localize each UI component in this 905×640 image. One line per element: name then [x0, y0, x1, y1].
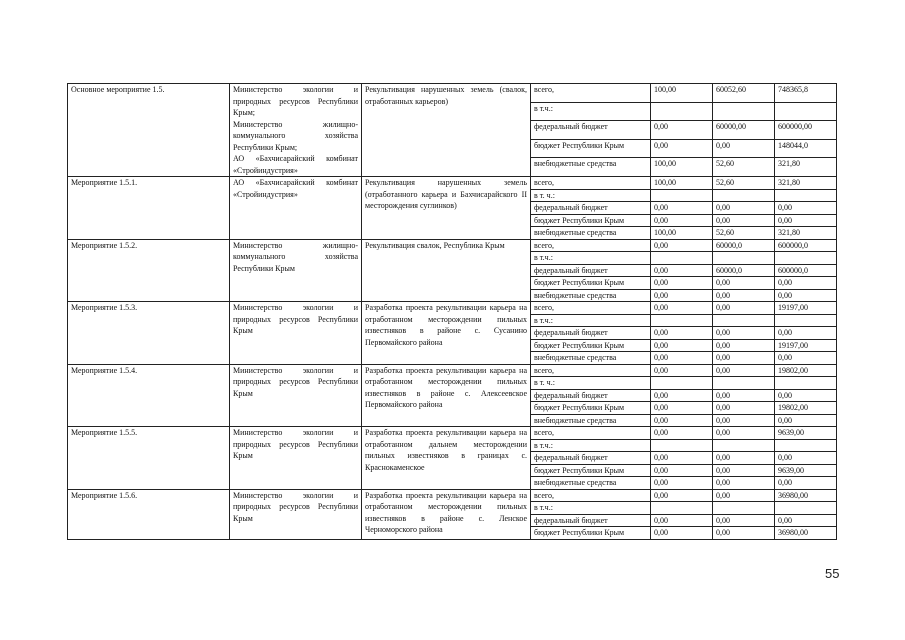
- funding-source-cell: бюджет Республики Крым: [531, 277, 651, 290]
- funding-value-1: 0,00: [651, 477, 713, 490]
- event-row: [68, 489, 837, 502]
- event-title-cell: Мероприятие 1.5.2.: [68, 239, 230, 302]
- funding-value-3: 36980,00: [775, 489, 837, 502]
- funding-value-2: 60000,0: [713, 239, 775, 252]
- executors-cell: АО «Бахчисарайский комбинат «Стройиндустрия»: [230, 177, 362, 240]
- funding-value-1: 0,00: [651, 139, 713, 158]
- funding-value-3: [775, 102, 837, 121]
- funding-value-3: 0,00: [775, 414, 837, 427]
- funding-value-2: 0,00: [713, 352, 775, 365]
- funding-value-1: 0,00: [651, 514, 713, 527]
- executors-cell: Министерство экологии и природных ресурсов Республики Крым: [230, 489, 362, 539]
- funding-source-cell: федеральный бюджет: [531, 389, 651, 402]
- funding-value-2: 60052,60: [713, 84, 775, 103]
- funding-value-2: 0,00: [713, 339, 775, 352]
- funding-value-2: 60000,00: [713, 121, 775, 140]
- funding-value-2: 52,60: [713, 158, 775, 177]
- funding-value-3: [775, 314, 837, 327]
- executors-cell: Министерство экологии и природных ресурсов Республики Крым; Министерство жилищно-коммунального хозяйства Республики Крым; АО «Бахчисарайский комбинат «Стройиндустрия»: [230, 84, 362, 177]
- event-title-cell: Мероприятие 1.5.3.: [68, 302, 230, 365]
- funding-source-cell: в т. ч.:: [531, 189, 651, 202]
- event-row: [68, 302, 837, 315]
- funding-source-cell: в т. ч.:: [531, 377, 651, 390]
- funding-value-1: [651, 314, 713, 327]
- funding-value-2: 52,60: [713, 177, 775, 190]
- funding-value-1: 0,00: [651, 302, 713, 315]
- funding-value-2: 0,00: [713, 214, 775, 227]
- funding-value-2: 0,00: [713, 289, 775, 302]
- funding-value-3: 19802,00: [775, 402, 837, 415]
- event-row: [68, 177, 837, 190]
- funding-value-3: 9639,00: [775, 427, 837, 440]
- funding-value-3: 19802,00: [775, 364, 837, 377]
- funding-value-2: 0,00: [713, 327, 775, 340]
- funding-source-cell: всего,: [531, 489, 651, 502]
- funding-value-3: 0,00: [775, 514, 837, 527]
- event-row: [68, 84, 837, 103]
- funding-source-cell: федеральный бюджет: [531, 327, 651, 340]
- funding-value-3: 0,00: [775, 477, 837, 490]
- funding-source-cell: федеральный бюджет: [531, 264, 651, 277]
- funding-value-1: 0,00: [651, 464, 713, 477]
- funding-value-3: 0,00: [775, 352, 837, 365]
- event-row: [68, 364, 837, 377]
- event-row: [68, 239, 837, 252]
- event-name-cell: Разработка проекта рекультивации карьера на отработанном месторождении пильных известняков в районе с. Алексеевское Первомайского района: [362, 364, 531, 427]
- event-title-cell: Мероприятие 1.5.6.: [68, 489, 230, 539]
- funding-value-2: [713, 102, 775, 121]
- funding-source-cell: внебюджетные средства: [531, 158, 651, 177]
- funding-source-cell: бюджет Республики Крым: [531, 339, 651, 352]
- funding-value-2: 0,00: [713, 389, 775, 402]
- event-name-cell: Рекультивация свалок, Республика Крым: [362, 239, 531, 302]
- funding-value-3: 0,00: [775, 289, 837, 302]
- funding-source-cell: внебюджетные средства: [531, 414, 651, 427]
- funding-source-cell: федеральный бюджет: [531, 202, 651, 215]
- funding-value-3: 600000,0: [775, 264, 837, 277]
- funding-value-3: 9639,00: [775, 464, 837, 477]
- funding-value-2: [713, 502, 775, 515]
- funding-value-1: 0,00: [651, 327, 713, 340]
- funding-value-1: 0,00: [651, 389, 713, 402]
- event-name-cell: Рекультивация нарушенных земель (отработанного карьера и Бахчисарайского II месторождения суглинков): [362, 177, 531, 240]
- funding-value-1: 0,00: [651, 264, 713, 277]
- funding-value-1: 0,00: [651, 489, 713, 502]
- event-name-cell: Разработка проекта рекультивации карьера на отработанном месторождении пильных известняков в районе с. Ленское Черноморского района: [362, 489, 531, 539]
- funding-value-1: 100,00: [651, 227, 713, 240]
- event-title-cell: Мероприятие 1.5.1.: [68, 177, 230, 240]
- funding-value-3: 0,00: [775, 214, 837, 227]
- funding-value-2: 0,00: [713, 514, 775, 527]
- funding-source-cell: бюджет Республики Крым: [531, 402, 651, 415]
- funding-value-1: [651, 439, 713, 452]
- funding-source-cell: федеральный бюджет: [531, 452, 651, 465]
- funding-value-3: 600000,0: [775, 239, 837, 252]
- funding-source-cell: в т.ч.:: [531, 252, 651, 265]
- page-number: 55: [825, 566, 840, 581]
- funding-value-2: 0,00: [713, 464, 775, 477]
- funding-value-2: [713, 189, 775, 202]
- funding-value-2: 0,00: [713, 527, 775, 540]
- funding-value-2: 0,00: [713, 427, 775, 440]
- funding-value-1: 0,00: [651, 289, 713, 302]
- funding-value-2: [713, 252, 775, 265]
- funding-value-3: 748365,8: [775, 84, 837, 103]
- funding-value-1: 100,00: [651, 84, 713, 103]
- funding-value-1: 0,00: [651, 202, 713, 215]
- funding-value-2: 0,00: [713, 302, 775, 315]
- funding-value-1: 0,00: [651, 121, 713, 140]
- funding-source-cell: бюджет Республики Крым: [531, 139, 651, 158]
- funding-source-cell: федеральный бюджет: [531, 121, 651, 140]
- funding-value-3: 0,00: [775, 327, 837, 340]
- funding-value-3: [775, 252, 837, 265]
- funding-source-cell: в т.ч.:: [531, 439, 651, 452]
- funding-value-3: [775, 502, 837, 515]
- funding-value-2: 0,00: [713, 477, 775, 490]
- funding-value-2: 0,00: [713, 402, 775, 415]
- funding-value-1: 0,00: [651, 402, 713, 415]
- funding-value-3: 321,80: [775, 227, 837, 240]
- funding-value-3: 321,80: [775, 158, 837, 177]
- executors-cell: Министерство жилищно-коммунального хозяйства Республики Крым: [230, 239, 362, 302]
- funding-value-1: 0,00: [651, 239, 713, 252]
- funding-value-1: 0,00: [651, 364, 713, 377]
- funding-value-2: [713, 377, 775, 390]
- event-title-cell: Мероприятие 1.5.4.: [68, 364, 230, 427]
- funding-value-3: 0,00: [775, 389, 837, 402]
- funding-value-2: 0,00: [713, 414, 775, 427]
- event-name-cell: Рекультивация нарушенных земель (свалок, отработанных карьеров): [362, 84, 531, 177]
- event-name-cell: Разработка проекта рекультивации карьера на отработанном дальнем месторождении пильных известняков в границах с. Краснокаменское: [362, 427, 531, 490]
- funding-source-cell: в т.ч.:: [531, 314, 651, 327]
- executors-cell: Министерство экологии и природных ресурсов Республики Крым: [230, 364, 362, 427]
- funding-source-cell: внебюджетные средства: [531, 352, 651, 365]
- funding-value-2: [713, 314, 775, 327]
- funding-value-3: 600000,00: [775, 121, 837, 140]
- funding-value-1: 0,00: [651, 214, 713, 227]
- funding-value-1: [651, 189, 713, 202]
- funding-value-3: 19197,00: [775, 339, 837, 352]
- funding-value-3: 19197,00: [775, 302, 837, 315]
- funding-source-cell: внебюджетные средства: [531, 227, 651, 240]
- funding-value-3: 0,00: [775, 277, 837, 290]
- event-row: [68, 427, 837, 440]
- funding-value-1: 0,00: [651, 352, 713, 365]
- funding-value-3: [775, 189, 837, 202]
- funding-value-1: 0,00: [651, 452, 713, 465]
- funding-value-3: 36980,00: [775, 527, 837, 540]
- event-title-cell: Основное мероприятие 1.5.: [68, 84, 230, 177]
- funding-value-2: 0,00: [713, 489, 775, 502]
- funding-table-body: [68, 84, 837, 540]
- funding-value-2: 52,60: [713, 227, 775, 240]
- funding-value-1: [651, 377, 713, 390]
- funding-value-2: 0,00: [713, 364, 775, 377]
- funding-value-1: 0,00: [651, 277, 713, 290]
- funding-source-cell: бюджет Республики Крым: [531, 464, 651, 477]
- funding-value-1: [651, 102, 713, 121]
- event-title-cell: Мероприятие 1.5.5.: [68, 427, 230, 490]
- funding-source-cell: в т.ч.:: [531, 502, 651, 515]
- funding-source-cell: всего,: [531, 302, 651, 315]
- funding-value-1: 0,00: [651, 427, 713, 440]
- funding-value-3: 0,00: [775, 202, 837, 215]
- funding-source-cell: бюджет Республики Крым: [531, 214, 651, 227]
- funding-source-cell: бюджет Республики Крым: [531, 527, 651, 540]
- funding-value-2: 60000,0: [713, 264, 775, 277]
- funding-source-cell: всего,: [531, 84, 651, 103]
- funding-table: [67, 83, 837, 540]
- funding-value-2: [713, 439, 775, 452]
- funding-source-cell: всего,: [531, 427, 651, 440]
- funding-value-1: 0,00: [651, 339, 713, 352]
- funding-value-3: [775, 439, 837, 452]
- event-name-cell: Разработка проекта рекультивации карьера на отработанном месторождении пильных известняков в районе с. Сусанино Первомайского района: [362, 302, 531, 365]
- funding-source-cell: всего,: [531, 177, 651, 190]
- funding-value-2: 0,00: [713, 277, 775, 290]
- funding-value-2: 0,00: [713, 139, 775, 158]
- funding-value-1: 0,00: [651, 527, 713, 540]
- executors-cell: Министерство экологии и природных ресурсов Республики Крым: [230, 427, 362, 490]
- funding-value-1: 0,00: [651, 414, 713, 427]
- funding-value-3: 321,80: [775, 177, 837, 190]
- funding-value-1: [651, 252, 713, 265]
- funding-value-2: 0,00: [713, 452, 775, 465]
- funding-value-3: 0,00: [775, 452, 837, 465]
- funding-value-1: 100,00: [651, 177, 713, 190]
- executors-cell: Министерство экологии и природных ресурсов Республики Крым: [230, 302, 362, 365]
- funding-source-cell: в т.ч.:: [531, 102, 651, 121]
- funding-source-cell: внебюджетные средства: [531, 477, 651, 490]
- funding-value-2: 0,00: [713, 202, 775, 215]
- funding-source-cell: федеральный бюджет: [531, 514, 651, 527]
- funding-value-3: 148044,0: [775, 139, 837, 158]
- funding-source-cell: всего,: [531, 364, 651, 377]
- funding-value-3: [775, 377, 837, 390]
- funding-source-cell: внебюджетные средства: [531, 289, 651, 302]
- funding-source-cell: всего,: [531, 239, 651, 252]
- funding-value-1: 100,00: [651, 158, 713, 177]
- funding-value-1: [651, 502, 713, 515]
